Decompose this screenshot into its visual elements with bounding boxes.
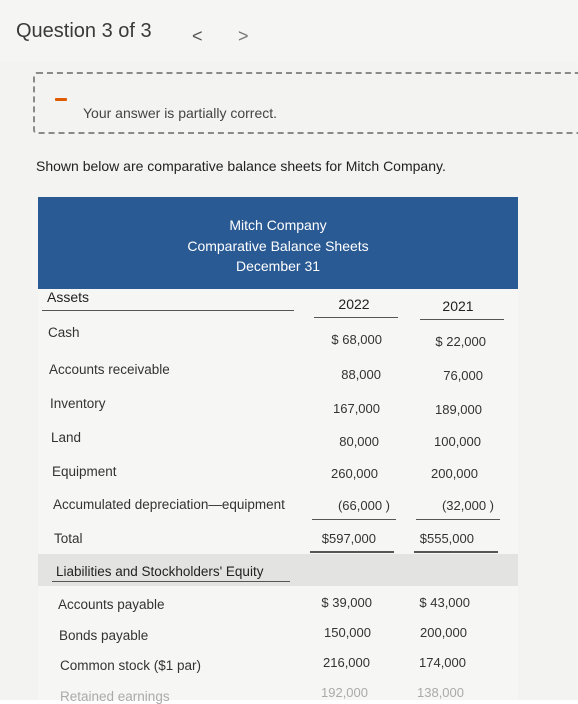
asset-2021-value: 200,000 bbox=[431, 466, 478, 481]
assets-heading: Assets bbox=[47, 289, 90, 305]
asset-row-label: Inventory bbox=[50, 396, 106, 411]
year-2022-underline bbox=[314, 317, 398, 318]
liability-row-label: Common stock ($1 par) bbox=[60, 658, 202, 673]
asset-row-label: Cash bbox=[48, 325, 80, 340]
asset-2022-value: 88,000 bbox=[341, 367, 381, 382]
depreciation-2022-underline bbox=[312, 519, 396, 520]
liability-2022-value: 192,000 bbox=[321, 685, 368, 700]
asset-row-label: Equipment bbox=[52, 464, 117, 479]
asset-2021-value: (32,000 ) bbox=[441, 498, 494, 513]
asset-2022-value: 167,000 bbox=[333, 401, 380, 416]
table-header bbox=[38, 197, 518, 289]
asset-2022-value: (66,000 ) bbox=[337, 498, 390, 513]
total-2022-double-underline bbox=[310, 551, 394, 553]
liability-2021-value: 174,000 bbox=[419, 655, 466, 670]
company-name: Mitch Company bbox=[229, 217, 327, 233]
liability-row-label: Accounts payable bbox=[58, 597, 165, 612]
liability-row-label: Bonds payable bbox=[59, 628, 149, 643]
liability-2022-value: 216,000 bbox=[323, 655, 370, 670]
question-title: Question 3 of 3 bbox=[16, 20, 152, 42]
asset-2022-value: $ 68,000 bbox=[331, 332, 382, 347]
assets-heading-underline bbox=[42, 310, 294, 311]
feedback-message: Your answer is partially correct. bbox=[83, 105, 278, 121]
total-2021-double-underline bbox=[414, 551, 498, 553]
liabilities-heading: Liabilities and Stockholders' Equity bbox=[56, 564, 264, 579]
asset-2022-value: 80,000 bbox=[339, 434, 379, 449]
statement-title: Comparative Balance Sheets bbox=[187, 238, 369, 254]
total-assets-label: Total bbox=[54, 531, 83, 546]
asset-row-label: Accumulated depreciation—equipment bbox=[53, 497, 285, 512]
liability-2021-value: 200,000 bbox=[420, 625, 467, 640]
year-2022-header: 2022 bbox=[338, 296, 370, 312]
asset-2021-value: $ 22,000 bbox=[435, 334, 486, 349]
year-2021-header: 2021 bbox=[442, 298, 474, 314]
statement-date: December 31 bbox=[235, 258, 321, 274]
asset-row-label: Land bbox=[51, 430, 82, 445]
asset-row-label: Accounts receivable bbox=[49, 362, 170, 377]
asset-2021-value: 76,000 bbox=[443, 368, 483, 383]
asset-2021-value: 189,000 bbox=[435, 402, 482, 417]
question-intro: Shown below are comparative balance sheets for Mitch Company. bbox=[36, 158, 446, 174]
liability-2022-value: $ 39,000 bbox=[321, 595, 372, 610]
total-assets-2022: $597,000 bbox=[321, 531, 376, 546]
liability-2021-value: $ 43,000 bbox=[419, 595, 470, 610]
previous-question-icon[interactable]: < bbox=[192, 26, 203, 46]
partial-correct-icon bbox=[55, 98, 67, 101]
total-assets-2021: $555,000 bbox=[419, 531, 474, 546]
depreciation-2021-underline bbox=[416, 519, 500, 520]
feedback-banner bbox=[33, 72, 578, 134]
liabilities-heading-underline bbox=[52, 581, 290, 582]
year-2021-underline bbox=[420, 319, 504, 320]
liability-2021-value: 138,000 bbox=[417, 685, 464, 700]
question-header bbox=[0, 0, 578, 62]
liability-2022-value: 150,000 bbox=[324, 625, 371, 640]
asset-2022-value: 260,000 bbox=[331, 466, 378, 481]
asset-2021-value: 100,000 bbox=[434, 434, 481, 449]
next-question-icon[interactable]: > bbox=[238, 26, 249, 46]
liability-row-label: Retained earnings bbox=[60, 689, 170, 704]
balance-sheet-table bbox=[38, 197, 518, 704]
